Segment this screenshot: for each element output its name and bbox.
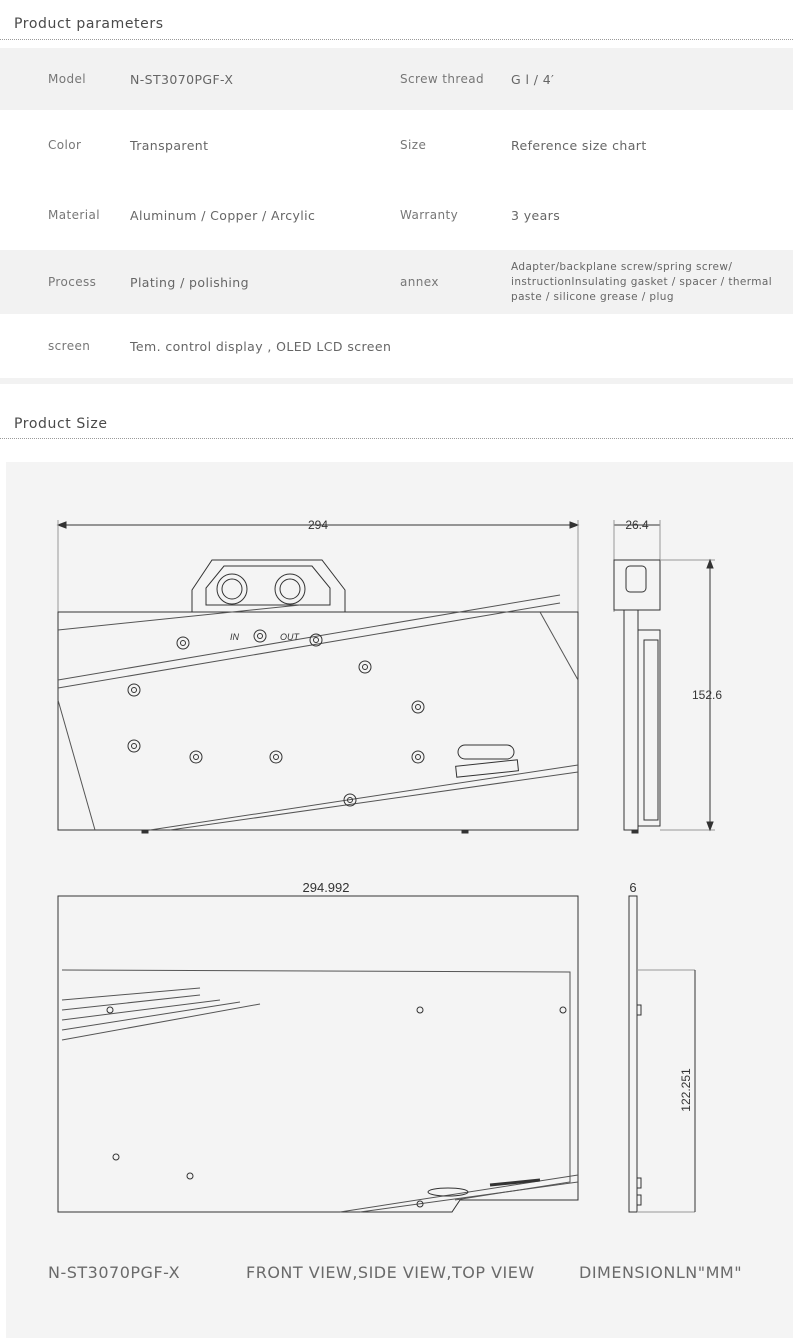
terminal-inner (206, 566, 330, 605)
foot (142, 830, 148, 833)
param-key: annex (400, 275, 439, 289)
deco-line (58, 605, 300, 630)
param-key: Model (48, 72, 87, 86)
caption-model: N-ST3070PGF-X (48, 1263, 181, 1282)
brand-logo-plate (458, 745, 514, 759)
terminal-outline (192, 560, 345, 612)
param-value: Tem. control display , OLED LCD screen (130, 338, 392, 354)
plate-side (624, 610, 638, 830)
param-key: screen (48, 339, 91, 353)
backplate-outline (58, 896, 578, 1212)
param-value: Plating / polishing (130, 274, 249, 290)
terminal-side (614, 560, 660, 610)
dim-width-label: 294 (307, 518, 329, 532)
screw-hole (417, 1007, 423, 1013)
deco-line (340, 1175, 578, 1212)
front-view (58, 520, 578, 833)
param-key: Color (48, 138, 82, 152)
port-out-label: OUT (280, 632, 299, 642)
side-view (614, 520, 715, 833)
port-out (280, 579, 300, 599)
standoff (637, 1005, 641, 1015)
screw-hole (113, 1154, 119, 1160)
dim-height-label: 152.6 (692, 688, 723, 702)
param-key: Size (400, 138, 427, 152)
param-key: Screw thread (400, 72, 485, 86)
foot (632, 830, 638, 833)
param-value: Adapter/backplane screw/spring screw/ instructionInsulating gasket / spacer / thermal paste / silicone grease / plug (511, 260, 773, 303)
dim-back-height-label: 122.251 (679, 1068, 693, 1112)
screws (128, 630, 424, 806)
back-view (58, 896, 695, 1212)
deco-line (62, 1002, 240, 1030)
port-side (626, 566, 646, 592)
param-key: Process (48, 275, 97, 289)
params-heading: Product parameters (14, 16, 164, 32)
dim-back-width-label: 294.992 (302, 880, 350, 895)
screw-hole (187, 1173, 193, 1179)
standoff (637, 1195, 641, 1205)
foot (462, 830, 468, 833)
caption-views: FRONT VIEW,SIDE VIEW,TOP VIEW (246, 1263, 535, 1282)
param-value: G l / 4′ (511, 71, 555, 87)
model-plate (456, 760, 519, 777)
port-in-label: IN (230, 632, 239, 642)
caption-units: DIMENSIONLN"MM" (579, 1263, 743, 1282)
param-value: Transparent (130, 137, 209, 153)
screw-hole (560, 1007, 566, 1013)
dim-back-depth-label: 6 (629, 880, 637, 895)
deco-line (62, 988, 200, 1000)
port-in (222, 579, 242, 599)
backplate-panel (62, 970, 570, 1200)
param-value: 3 years (511, 207, 561, 223)
deco-line (360, 1182, 578, 1212)
block-side (638, 630, 660, 826)
deco-line (58, 700, 95, 830)
deco-line (58, 603, 560, 688)
param-key: Warranty (400, 208, 459, 222)
deco-line (150, 765, 578, 830)
deco-line (170, 772, 578, 830)
size-heading: Product Size (14, 416, 108, 432)
param-value: Aluminum / Copper / Arcylic (130, 207, 316, 223)
acrylic-side (644, 640, 658, 820)
screw-hole (107, 1007, 113, 1013)
backplate-side (629, 896, 637, 1212)
deco-line (62, 1000, 220, 1020)
deco-line (540, 612, 578, 680)
param-value: N-ST3070PGF-X (130, 71, 234, 87)
param-key: Material (48, 208, 100, 222)
deco-line (58, 595, 560, 680)
dim-depth-label: 26.4 (625, 518, 649, 532)
deco-line (62, 1004, 260, 1040)
standoff (637, 1178, 641, 1188)
deco-line (62, 995, 200, 1010)
param-value: Reference size chart (511, 137, 647, 153)
gpu-block-body (58, 612, 578, 830)
